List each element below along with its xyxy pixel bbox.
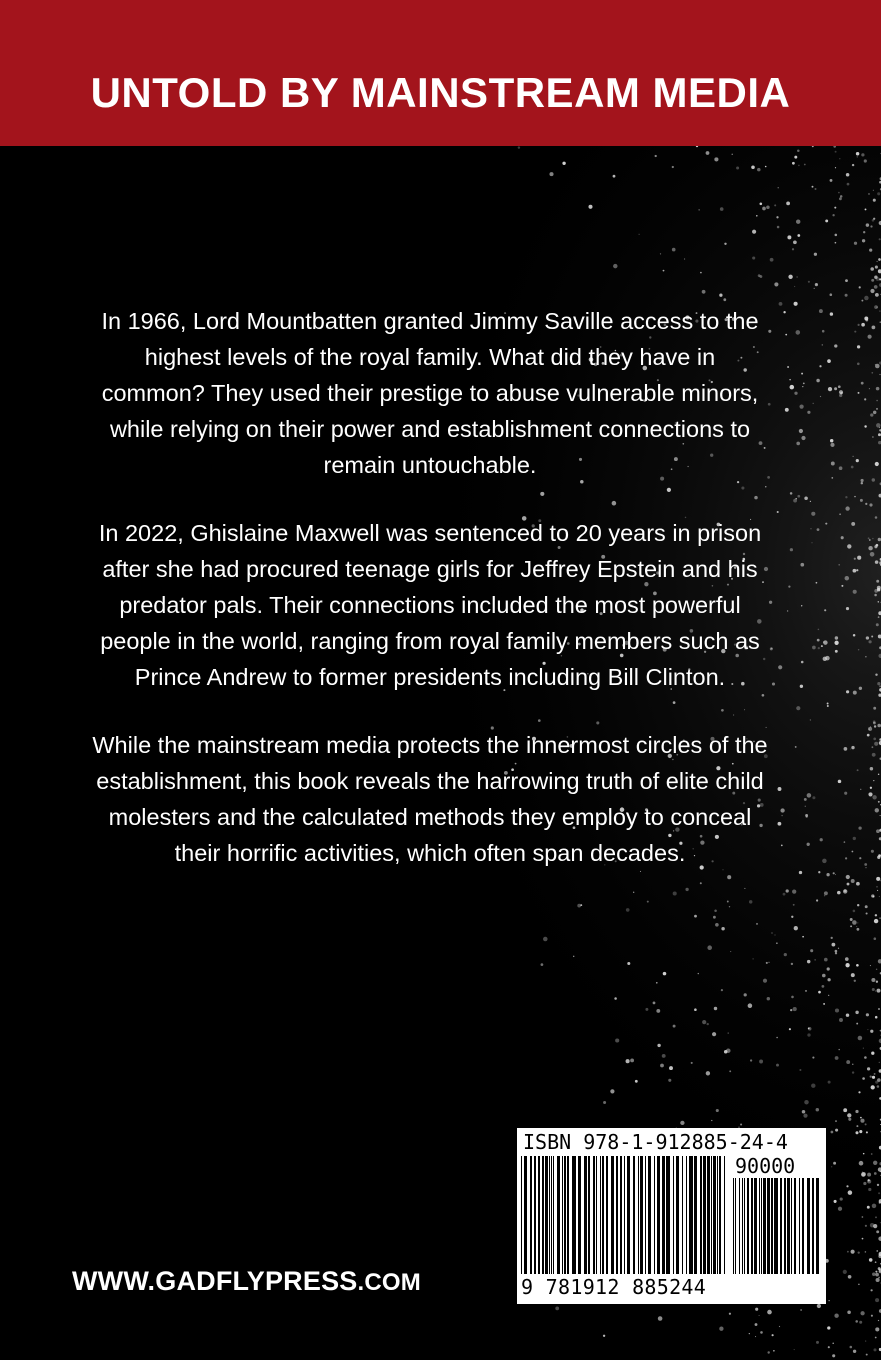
isbn-barcode xyxy=(517,1128,826,1304)
title-banner xyxy=(0,0,881,146)
publisher-website xyxy=(72,1266,421,1297)
isbn-label: ISBN 978-1-912885-24-4 xyxy=(523,1130,788,1154)
price-bars xyxy=(733,1178,821,1276)
blurb-paragraph-3: While the mainstream media protects the innermost circles of the establishment, this book reveals the harrowing truth of elite child molesters and the calculated methods they employ to conceal their horrific activities, which often span decades. xyxy=(92,732,768,866)
blurb xyxy=(90,303,770,903)
website-suffix: .COM xyxy=(357,1269,421,1296)
ean-digits: 9 781912 885244 xyxy=(521,1275,707,1299)
blurb-paragraph-1: In 1966, Lord Mountbatten granted Jimmy Saville access to the highest levels of the royal family. What did they have in common? They used their prestige to abuse vulnerable minors, while relying on their power and establishment connections to remain untouchable. xyxy=(101,308,759,478)
ean-bars xyxy=(521,1156,727,1278)
price-code: 90000 xyxy=(735,1154,796,1178)
website-main: WWW.GADFLYPRESS xyxy=(72,1266,358,1296)
banner-title: UNTOLD BY MAINSTREAM MEDIA xyxy=(90,69,791,116)
blurb-paragraph-2: In 2022, Ghislaine Maxwell was sentenced to 20 years in prison after she had procured teenage girls for Jeffrey Epstein and his predator pals. Their connections included the most powerful people in the world, ranging from royal family members such as Prince Andrew to former presidents including Bill Clinton. xyxy=(98,520,762,690)
